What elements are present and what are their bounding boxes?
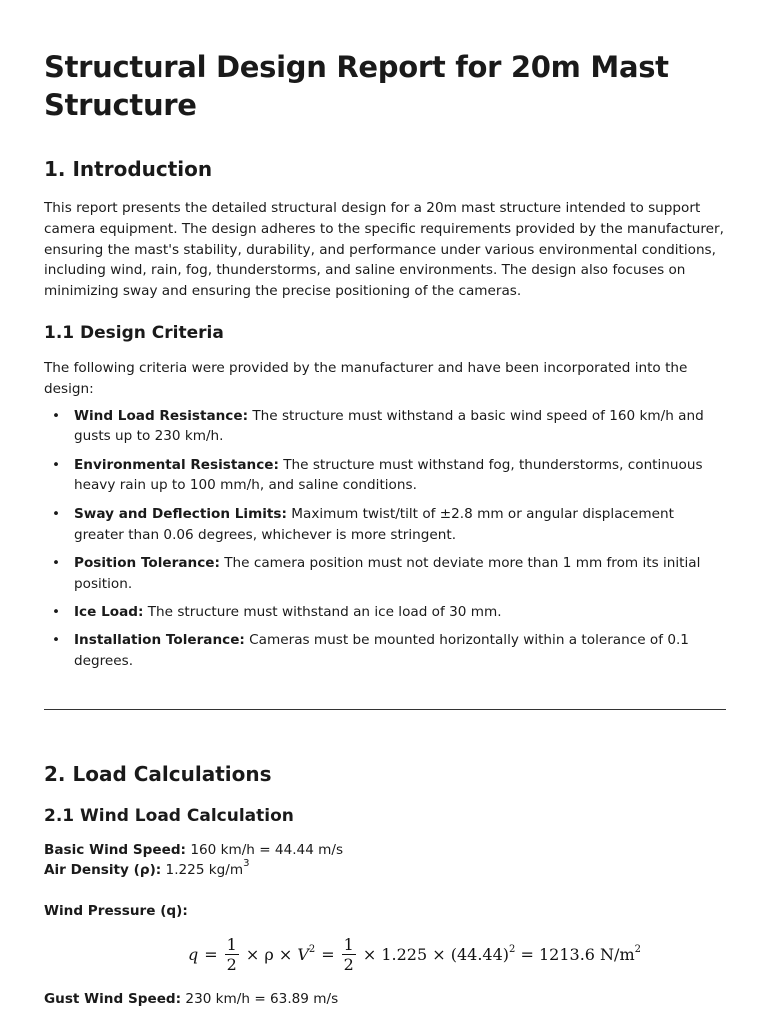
bullet-icon: • bbox=[52, 456, 61, 473]
design-criteria-lead: The following criteria were provided by the manufacturer and have been incorporated into the design: bbox=[44, 359, 688, 397]
formula-velocity: V bbox=[297, 945, 309, 965]
formula-velocity-exponent: 2 bbox=[308, 944, 316, 956]
wind-load-heading: 2.1 Wind Load Calculation bbox=[44, 805, 294, 826]
criteria-term: Sway and Deflection Limits: bbox=[74, 505, 287, 522]
basic-wind-speed-value: 160 km/h = 44.44 m/s bbox=[186, 841, 344, 858]
formula-lhs: q bbox=[188, 945, 199, 965]
formula-result: = 1213.6 N/m bbox=[515, 945, 635, 965]
criteria-term: Installation Tolerance: bbox=[74, 632, 245, 649]
criteria-item-environmental bbox=[44, 455, 726, 497]
basic-wind-speed bbox=[44, 840, 726, 860]
design-criteria-heading: 1.1 Design Criteria bbox=[44, 322, 224, 343]
bullet-icon: • bbox=[52, 603, 61, 620]
formula-equals: = bbox=[204, 945, 218, 965]
design-criteria-list bbox=[44, 406, 726, 672]
criteria-text: The structure must withstand fog, thunderstorms, continuous heavy rain up to 100 mm/h, and saline conditions. bbox=[74, 456, 703, 494]
wind-parameters bbox=[44, 840, 726, 880]
criteria-item-ice-load bbox=[44, 602, 726, 623]
criteria-item-installation bbox=[44, 630, 726, 672]
fraction-numerator: 1 bbox=[343, 935, 354, 955]
basic-wind-speed-label: Basic Wind Speed: bbox=[44, 841, 186, 858]
report-title: Structural Design Report for 20m Mast Structure bbox=[44, 50, 669, 122]
criteria-term: Ice Load: bbox=[74, 603, 144, 620]
bullet-icon: • bbox=[52, 407, 61, 424]
air-density-exponent: 3 bbox=[243, 857, 250, 869]
criteria-text: The camera position must not deviate more than 1 mm from its initial position. bbox=[74, 554, 701, 592]
criteria-term: Position Tolerance: bbox=[74, 554, 220, 571]
wind-pressure-label: Wind Pressure (q): bbox=[44, 902, 188, 919]
section-divider bbox=[44, 709, 726, 710]
load-calculations-heading: 2. Load Calculations bbox=[44, 761, 272, 786]
fraction-numerator: 1 bbox=[226, 935, 237, 955]
formula-numeric bbox=[363, 945, 641, 964]
formula-numeric-exponent: 2 bbox=[509, 944, 516, 956]
bullet-icon: • bbox=[52, 554, 61, 571]
fraction-denominator: 2 bbox=[226, 955, 237, 975]
formula-rho-text: × ρ × bbox=[245, 945, 298, 965]
gust-wind-speed bbox=[44, 989, 726, 1009]
criteria-term: Wind Load Resistance: bbox=[74, 407, 249, 424]
introduction-heading: 1. Introduction bbox=[44, 157, 213, 181]
air-density-label: Air Density (ρ): bbox=[44, 861, 162, 878]
criteria-term: Environmental Resistance: bbox=[74, 456, 279, 473]
formula-half-fraction-second bbox=[342, 935, 356, 974]
gust-wind-speed-value: 230 km/h = 63.89 m/s bbox=[181, 990, 339, 1007]
gust-wind-speed-label: Gust Wind Speed: bbox=[44, 990, 182, 1007]
criteria-text: Cameras must be mounted horizontally within a tolerance of 0.1 degrees. bbox=[74, 632, 689, 670]
formula-half-fraction bbox=[225, 935, 239, 974]
formula-numeric-text: × 1.225 × (44.44) bbox=[362, 945, 510, 965]
air-density-value: 1.225 kg/m bbox=[161, 861, 244, 878]
bullet-icon: • bbox=[52, 505, 61, 522]
formula-equals-second: = bbox=[321, 945, 335, 965]
criteria-text: The structure must withstand a basic wind speed of 160 km/h and gusts up to 230 km/h. bbox=[74, 407, 704, 445]
criteria-item-position bbox=[44, 553, 726, 595]
criteria-text: Maximum twist/tilt of ±2.8 mm or angular displacement greater than 0.06 degrees, whichever is more stringent. bbox=[74, 505, 674, 543]
introduction-paragraph: This report presents the detailed structural design for a 20m mast structure intended to support camera equipment. The design adheres to the specific requirements provided by the manufacturer, ensuring the mast's stability, durability, and performance under various environmental conditions, including wind, rain, fog, thunderstorms, and saline environments. The design also focuses on minimizing sway and ensuring the precise positioning of the cameras. bbox=[44, 200, 724, 300]
criteria-item-wind-load bbox=[44, 406, 726, 448]
air-density bbox=[44, 857, 726, 880]
wind-pressure-formula bbox=[185, 929, 726, 981]
formula-result-exponent: 2 bbox=[634, 944, 641, 956]
bullet-icon: • bbox=[52, 632, 61, 649]
formula-rho-term bbox=[246, 945, 315, 964]
criteria-item-sway bbox=[44, 504, 726, 546]
fraction-denominator: 2 bbox=[343, 955, 354, 975]
criteria-text: The structure must withstand an ice load of 30 mm. bbox=[143, 603, 502, 620]
